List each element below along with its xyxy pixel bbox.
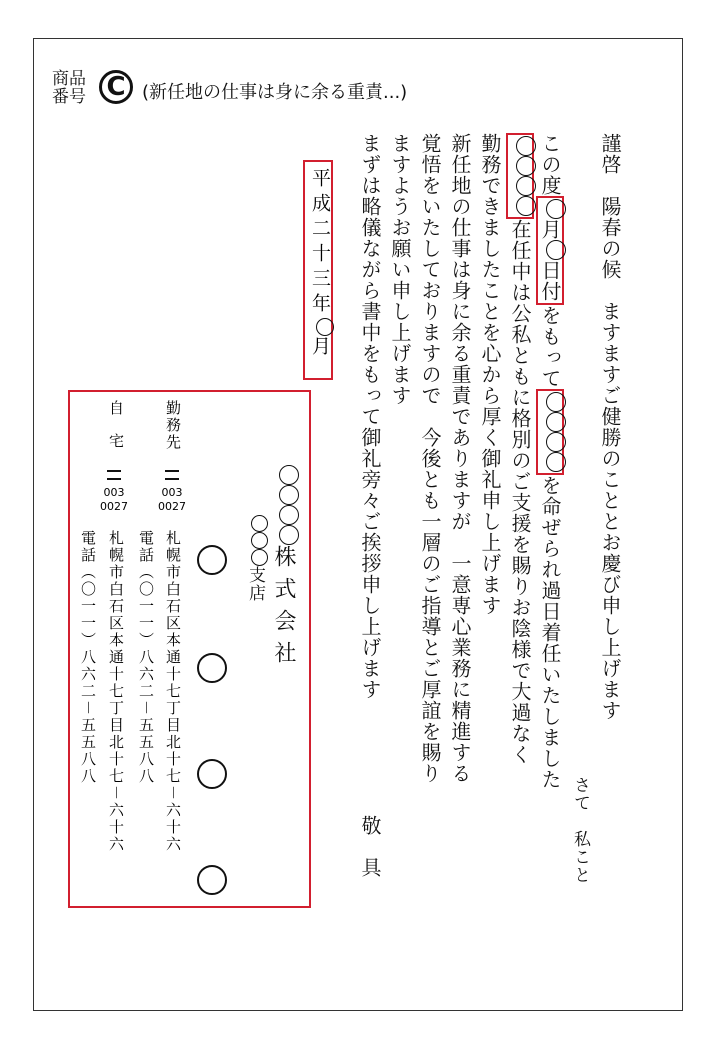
home-phone: 電話（〇一一）八六二－五五八八 (79, 530, 97, 786)
work-postal-b: 0027 (158, 500, 186, 513)
work-phone: 電話（〇一一）八六二－五五八八 (137, 530, 155, 786)
home-postal-a: 003 (103, 486, 125, 499)
work-postal-a: 003 (161, 486, 183, 499)
post-highlight (536, 389, 564, 475)
work-postal (158, 467, 186, 513)
circle-placeholder (516, 176, 536, 196)
letter-line-1: 謹啓 陽春の候 ますますご健勝のこととお慶び申し上げます (598, 133, 622, 721)
circle-placeholder (546, 240, 566, 260)
circle-placeholder (251, 532, 268, 549)
date-line (307, 168, 334, 361)
letter-line-6: 新任地の仕事は身に余る重責でありますが 一意専心業務に精進する (448, 133, 472, 784)
circle-placeholder (279, 505, 299, 525)
circle-placeholder (516, 156, 536, 176)
letter-line-8: ますようお願い申し上げます (388, 133, 412, 406)
circle-placeholder (279, 465, 299, 485)
circle-placeholder (546, 412, 566, 432)
letter-line-3-d: をもって (538, 305, 562, 389)
branch-suffix: 支店 (245, 566, 265, 602)
product-code-badge: C (99, 70, 133, 104)
date-month: 月 (309, 336, 331, 361)
home-postal-b: 0027 (100, 500, 128, 513)
closing-keigu: 敬 具 (358, 815, 382, 878)
name-circle-3 (197, 759, 227, 789)
circle-placeholder (546, 392, 566, 412)
letter-line-3 (535, 133, 566, 790)
company-name (268, 465, 299, 673)
circle-placeholder (316, 318, 334, 336)
place-highlight (506, 133, 534, 219)
date-era: 平成二十三年 (309, 168, 331, 318)
letter-line-4 (505, 133, 536, 765)
circle-placeholder (516, 136, 536, 156)
postal-mark-icon (107, 470, 121, 480)
postal-mark-icon (165, 470, 179, 480)
circle-placeholder (546, 452, 566, 472)
month-text: 月 (538, 219, 562, 240)
name-circle-2 (197, 653, 227, 683)
work-address: 札幌市白石区本通十七丁目北十七－六十六 (164, 530, 182, 854)
date-highlight (536, 196, 564, 305)
letter-line-7: 覚悟をいたしておりますので 今後とも一層のご指導とご厚誼を賜り (418, 133, 442, 784)
letter-line-3-a: この度 (538, 133, 562, 196)
circle-placeholder (279, 485, 299, 505)
name-circle-1 (197, 545, 227, 575)
circle-placeholder (546, 199, 566, 219)
circle-placeholder (251, 515, 268, 532)
letter-line-4-text: 在任中は公私ともに格別のご支援を賜りお陰様で大過なく (508, 219, 532, 765)
day-text: 日付 (538, 260, 562, 302)
letter-line-9: まずは略儀ながら書中をもって御礼旁々ご挨拶申し上げます (358, 133, 382, 700)
circle-placeholder (546, 432, 566, 452)
circle-placeholder (251, 549, 268, 566)
home-postal (100, 467, 128, 513)
branch-name (240, 515, 270, 602)
circle-placeholder (279, 525, 299, 545)
company-suffix: 株式会社 (271, 545, 296, 673)
product-description: (新任地の仕事は身に余る重責...) (142, 82, 408, 103)
home-address: 札幌市白石区本通十七丁目北十七－六十六 (107, 530, 125, 854)
circle-placeholder (516, 196, 536, 216)
product-number-label: 商品番号 (52, 69, 86, 107)
work-label: 勤務先 (164, 400, 182, 451)
letter-line-5: 勤務できましたことを心から厚く御礼申し上げます (478, 133, 502, 616)
letter-line-3-e: を命ぜられ過日着任いたしました (538, 475, 562, 790)
letter-line-2: さて 私こと (570, 776, 590, 884)
home-label: 自宅 (107, 400, 125, 466)
name-circle-4 (197, 865, 227, 895)
